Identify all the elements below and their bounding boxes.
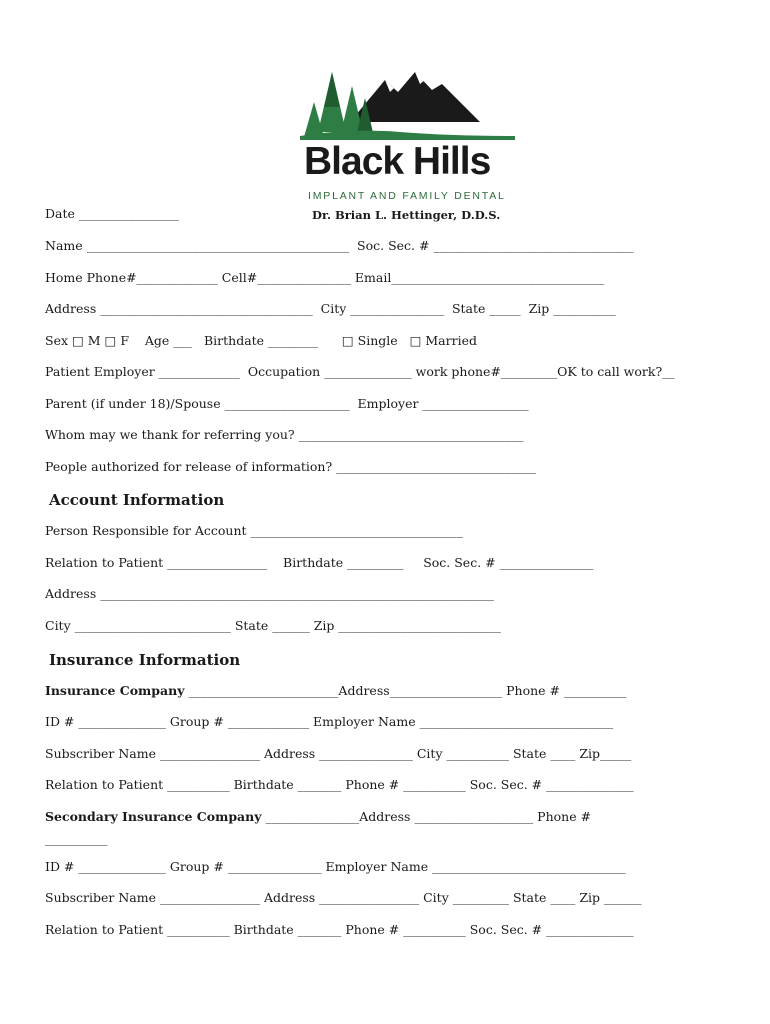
secondary-company-field[interactable]	[45, 811, 591, 824]
insurance-company-field[interactable]	[45, 685, 627, 698]
account-relation-field[interactable]: Relation to Patient ________________ Birthdate _________ Soc. Sec. # _______________	[45, 555, 594, 570]
referral-field[interactable]: Whom may we thank for referring you? ____________________________________	[45, 427, 524, 442]
brand-tagline: IMPLANT AND FAMILY DENTAL	[308, 190, 506, 202]
insurance-company-label: Insurance Company	[45, 683, 185, 698]
secondary-company-label: Secondary Insurance Company	[45, 809, 262, 824]
insurance-subscriber-field[interactable]: Subscriber Name ________________ Address _______________ City __________ State ____ Zip_____	[45, 746, 632, 761]
insurance-company-rest: ________________________Address__________________ Phone # __________	[184, 683, 627, 698]
employer-field[interactable]: Patient Employer _____________ Occupation ______________ work phone#_________OK to call work?__	[45, 364, 675, 379]
responsible-field[interactable]: Person Responsible for Account __________________________________	[45, 523, 464, 538]
account-city-field[interactable]: City _________________________ State ______ Zip __________________________	[45, 618, 501, 633]
secondary-company-rest: _______________Address ___________________ Phone #	[261, 809, 592, 824]
brand-name: Black Hills	[304, 140, 491, 183]
insurance-id-field[interactable]: ID # ______________ Group # _____________ Employer Name _______________________________	[45, 714, 614, 729]
sex-age-status-field[interactable]: Sex □ M □ F Age ___ Birthdate ________ □ Single □ Married	[45, 333, 477, 348]
secondary-relation-field[interactable]: Relation to Patient __________ Birthdate _______ Phone # __________ Soc. Sec. # ______________	[45, 922, 634, 937]
date-field[interactable]: Date ________________	[45, 206, 179, 221]
insurance-relation-field[interactable]: Relation to Patient __________ Birthdate _______ Phone # __________ Soc. Sec. # ______________	[45, 777, 634, 792]
secondary-subscriber-field[interactable]: Subscriber Name ________________ Address ________________ City _________ State ____ Zip ______	[45, 890, 642, 905]
account-address-field[interactable]: Address _______________________________________________________________	[45, 586, 494, 601]
parent-spouse-field[interactable]: Parent (if under 18)/Spouse ____________________ Employer _________________	[45, 396, 529, 411]
name-ssn-field[interactable]: Name __________________________________________ Soc. Sec. # ________________________________	[45, 238, 634, 253]
authorized-field[interactable]: People authorized for release of information? ________________________________	[45, 459, 537, 474]
address-field[interactable]: Address __________________________________ City _______________ State _____ Zip __________	[45, 301, 616, 316]
section-account-heading: Account Information	[49, 491, 225, 509]
phone-email-field[interactable]: Home Phone#_____________ Cell#_______________ Email__________________________________	[45, 270, 604, 285]
secondary-phone-blank[interactable]: __________	[45, 831, 108, 846]
secondary-id-field[interactable]: ID # ______________ Group # _______________ Employer Name _______________________________	[45, 859, 626, 874]
section-insurance-heading: Insurance Information	[49, 651, 241, 669]
doctor-name: Dr. Brian L. Hettinger, D.D.S.	[312, 208, 501, 222]
